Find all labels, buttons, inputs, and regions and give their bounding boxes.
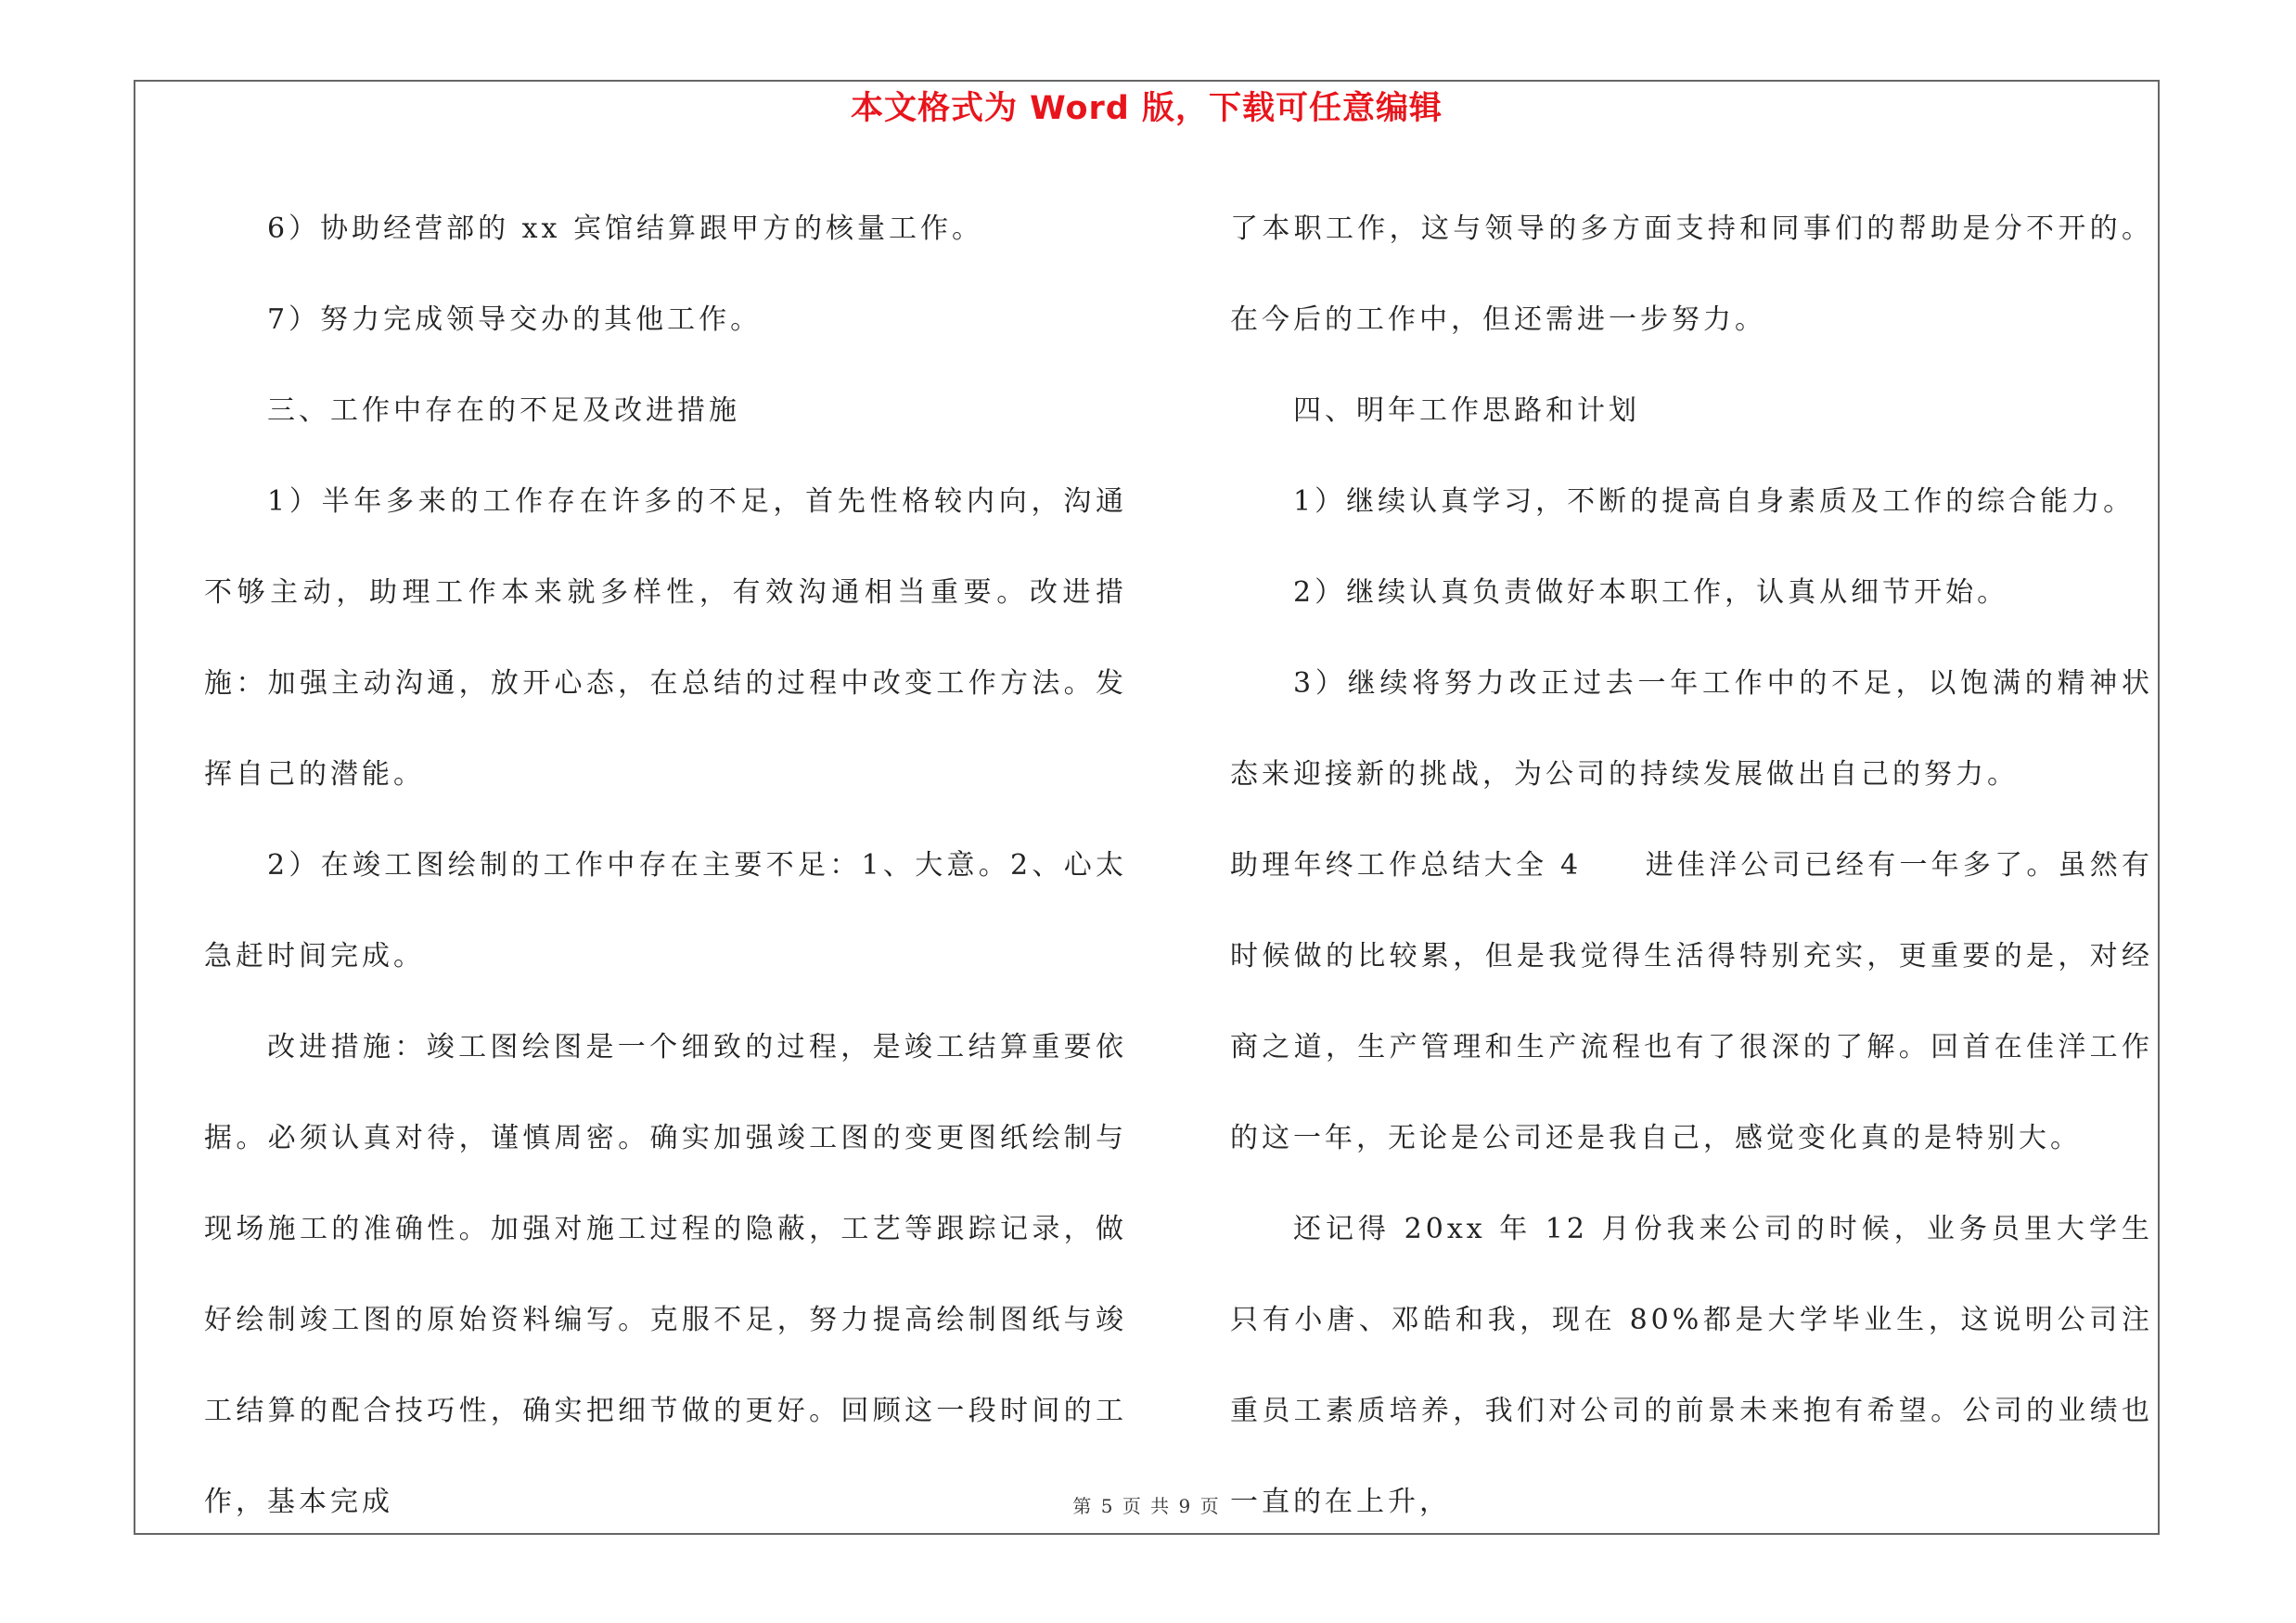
paragraph-plan-1: 1）继续认真学习，不断的提高自身素质及工作的综合能力。 bbox=[1293, 485, 2136, 518]
paragraph-shortcoming-1: 1）半年多来的工作存在许多的不足，首先性格较内向，沟通不够主动，助理工作本来就多样性，有效沟通相当重要。改进措施：加强主动沟通，放开心态，在总结的过程中改变工作方法。发挥自己的潜能。 bbox=[204, 485, 1127, 791]
section-heading-shortcomings: 三、工作中存在的不足及改进措施 bbox=[267, 394, 740, 427]
paragraph-continuation: 了本职工作，这与领导的多方面支持和同事们的帮助是分不开的。在今后的工作中，但还需进一步努力。 bbox=[1230, 213, 2153, 336]
page-number-footer: 第 5 页 共 9 页 bbox=[1072, 1495, 1221, 1517]
paragraph-item-6: 6）协助经营部的 xx 宾馆结算跟甲方的核量工作。 bbox=[267, 213, 983, 245]
paragraph-item-7: 7）努力完成领导交办的其他工作。 bbox=[267, 303, 763, 336]
paragraph-plan-3: 3）继续将努力改正过去一年工作中的不足，以饱满的精神状态来迎接新的挑战，为公司的持续发展做出自己的努力。 bbox=[1230, 667, 2153, 791]
left-text-column bbox=[204, 184, 1127, 1548]
paragraph-improvement-measures: 改进措施：竣工图绘图是一个细致的过程，是竣工结算重要依据。必须认真对待，谨慎周密。确实加强竣工图的变更图纸绘制与现场施工的准确性。加强对施工过程的隐蔽，工艺等跟踪记录，做好绘制竣工图的原始资料编写。克服不足，努力提高绘制图纸与竣工结算的配合技巧性，确实把细节做的更好。回顾这一段时间的工作，基本完成 bbox=[204, 1031, 1127, 1518]
paragraph-recollection: 还记得 20xx 年 12 月份我来公司的时候，业务员里大学生只有小唐、邓皓和我，现在 80%都是大学毕业生，这说明公司注重员工素质培养，我们对公司的前景未来抱有希望。公司的业绩也一直的在上升， bbox=[1230, 1213, 2153, 1518]
right-text-column bbox=[1230, 184, 2153, 1548]
section-heading-next-year-plan: 四、明年工作思路和计划 bbox=[1293, 394, 1640, 427]
paragraph-shortcoming-2: 2）在竣工图绘制的工作中存在主要不足：1、大意。2、心太急赶时间完成。 bbox=[204, 849, 1127, 973]
paragraph-plan-2: 2）继续认真负责做好本职工作，认真从细节开始。 bbox=[1293, 576, 2009, 609]
summary-title-paragraph: 助理年终工作总结大全 4 进佳洋公司已经有一年多了。虽然有时候做的比较累，但是我觉得生活得特别充实，更重要的是，对经商之道，生产管理和生产流程也有了很深的了解。回首在佳洋工作的这一年，无论是公司还是我自己，感觉变化真的是特别大。 bbox=[1230, 849, 2153, 1154]
word-format-banner: 本文格式为 Word 版，下载可任意编辑 bbox=[850, 90, 1443, 127]
